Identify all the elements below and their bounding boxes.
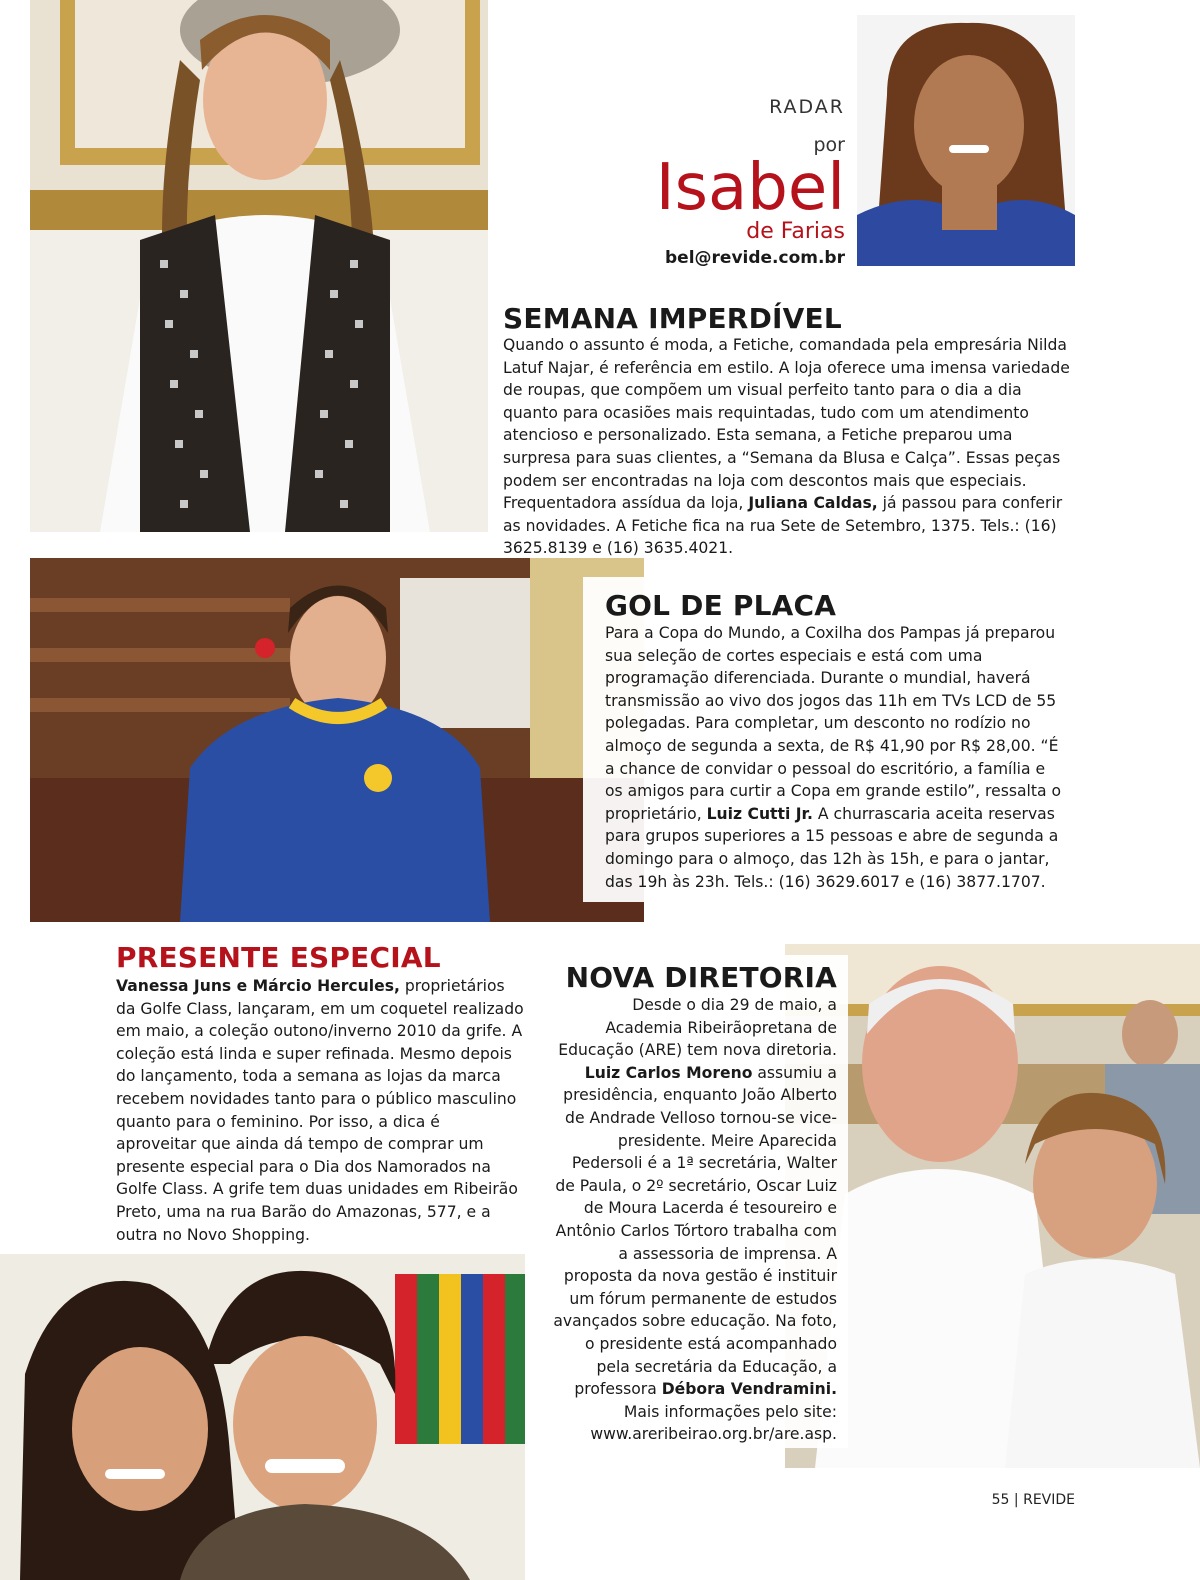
heading-nova-bold: NOVA (565, 961, 655, 994)
photo-author-portrait (857, 15, 1075, 266)
heading-gol-bold: PLACA (732, 589, 837, 622)
author-last-name: de Farias (746, 219, 845, 244)
page-number: 55 (991, 1492, 1010, 1508)
heading-gol-light: GOL DE (605, 589, 733, 622)
heading-semana-imperdivel (503, 303, 1063, 335)
heading-gol-de-placa (605, 590, 1065, 622)
heading-semana-bold: IMPERDÍVEL (648, 302, 842, 335)
nova-name-2: Débora Vendramini. (661, 1380, 837, 1399)
semana-text-1: Quando o assunto é moda, a Fetiche, comandada pela empresária Nilda Latuf Najar, é referência em estilo. A loja oferece uma imensa variedade de roupas, que compõem um visual perfeito tanto para o dia a dia quanto para ocasiões mais requintadas, tudo com um atendimento atencioso e personalizado. Esta semana, a Fetiche preparou uma surpresa para suas clientes, a “Semana da Blusa e Calça”. Essas peças podem ser encontradas na loja com descontos mais que especiais. Frequentadora assídua da loja, (503, 336, 1070, 513)
byline-prefix: por (813, 134, 845, 156)
photo-woman-studded-vest (30, 0, 488, 532)
gol-name: Luiz Cutti Jr. (706, 804, 813, 823)
author-first-name: Isabel (655, 151, 845, 225)
nova-text-1: Desde o dia 29 de maio, a Academia Ribeirãopretana de Educação (ARE) tem nova diretoria. (558, 996, 837, 1060)
article-gol-body (605, 622, 1063, 893)
article-nova-body (552, 994, 837, 1446)
nova-text-2: assumiu a presidência, enquanto João Alberto de Andrade Velloso tornou-se vice-presidente. Meire Aparecida Pedersoli é a 1ª secretária, Walter de Paula, o 2º secretário, Oscar Luiz de Moura Lacerda é tesoureiro e Antônio Carlos Tórtoro trabalha com a assessoria de imprensa. A proposta da nova gestão é instituir um fórum permanente de estudos avançados sobre educação. Na foto, o presidente está acompanhado pela secretária da Educação, a professora (553, 1063, 837, 1399)
gol-text-1: Para a Copa do Mundo, a Coxilha dos Pampas já preparou sua seleção de cortes especiais e está com uma programação diferenciada. Durante o mundial, haverá transmissão ao vivo dos jogos das 11h em TVs LCD de 55 polegadas. Para completar, um desconto no rodízio no almoço de segunda a sexta, de R$ 41,90 por R$ 28,00. “É a chance de convidar o pessoal do escritório, a família e os amigos para curtir a Copa em grande estilo”, ressalta o proprietário, (605, 624, 1062, 823)
presente-text: proprietários da Golfe Class, lançaram, em um coquetel realizado em maio, a coleção outono/inverno 2010 da grife. A coleção está linda e super refinada. Mesmo depois do lançamento, toda a semana as lojas da marca recebem novidades tanto para o público masculino quanto para o feminino. Por isso, a dica é aproveitar que ainda dá tempo de comprar um presente especial para o Dia dos Namorados na Golfe Class. A grife tem duas unidades em Ribeirão Preto, uma na rua Barão do Amazonas, 577, e a outra no Novo Shopping. (116, 977, 524, 1244)
nova-name-1: Luiz Carlos Moreno (584, 1063, 753, 1082)
article-semana-body (503, 334, 1078, 560)
heading-presente-bold: ESPECIAL (289, 941, 441, 974)
heading-presente-especial (116, 942, 536, 974)
presente-names: Vanessa Juns e Márcio Hercules, (116, 977, 400, 995)
footer-separator: | (1009, 1492, 1024, 1508)
heading-presente-light: PRESENTE (116, 941, 290, 974)
magazine-name: REVIDE (1023, 1492, 1075, 1508)
heading-nova-diretoria (548, 962, 837, 994)
nova-text-3: Mais informações pelo site: www.areribeirao.org.br/are.asp. (590, 1402, 837, 1444)
semana-name: Juliana Caldas, (748, 494, 878, 513)
article-presente-body (116, 975, 524, 1246)
section-label: RADAR (769, 96, 845, 118)
semana-text-2: já passou para conferir as novidades. A Fetiche fica na rua Sete de Setembro, 1375. Tels.: (16) 3625.8139 e (16) 3635.4021. (503, 494, 1063, 558)
gol-text-2: A churrascaria aceita reservas para grupos superiores a 15 pessoas e abre de segunda a domingo para o almoço, das 12h às 15h, e para o jantar, das 19h às 23h. Tels.: (16) 3629.6017 e (16) 3877.1707. (605, 804, 1059, 891)
author-email: bel@revide.com.br (665, 248, 845, 268)
photo-man-brazil-jersey (30, 558, 644, 922)
page-footer (950, 1492, 1075, 1508)
heading-semana-light: SEMANA (503, 302, 649, 335)
heading-nova-light: DIRETORIA (654, 961, 837, 994)
photo-couple-golfe-class (0, 1254, 525, 1580)
